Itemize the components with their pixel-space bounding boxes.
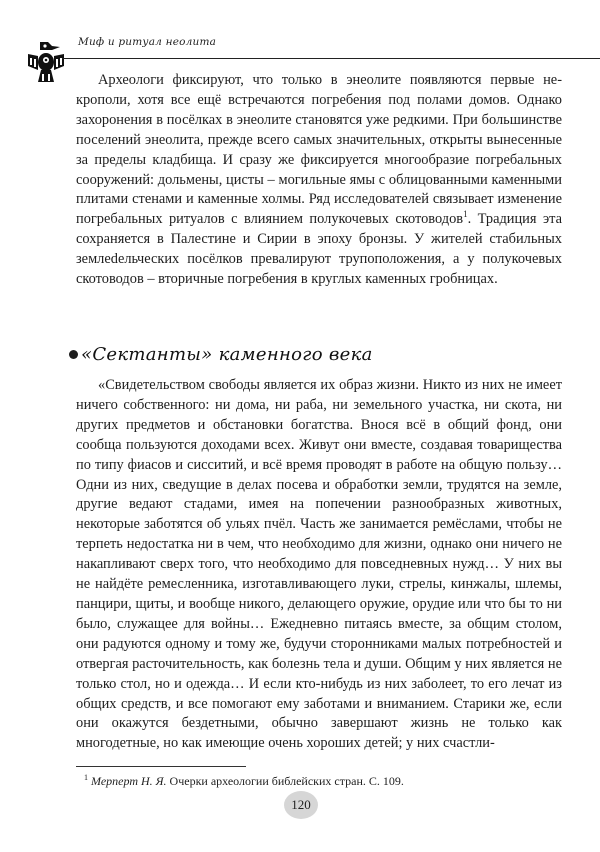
paragraph-text: Археологи фиксируют, что только в энеолите появляются первые некрополи, хотя все ещё встречаются погребения под полами домов. Однако захоронения в посёлках в энеолите становятся уже редкими. При большинстве поселений энеолита, прежде всего самых значительных, открыты вынесенные за пределы кладбища. И сразу же фиксируется многообразие погребальных сооружений: дольмены, цисты – могильные ямы с облицованными каменными плитами стенами и каменные холмы. Ряд исследователей связывает изменение погребальных ритуалов с влиянием полукочевых скотоводов (76, 72, 562, 228)
header-rule (62, 58, 600, 59)
section-title: «Сектанты» каменного века (81, 343, 373, 365)
body-paragraph-2: «Свидетельством свободы является их образ жизни. Никто из них не имеет ничего собственного: ни дома, ни раба, ни земельного участка, ни скота, ни других предметов и обстановки богатства. Внося всё в общий фонд, они сообща пользуются доходами всех. Живут они вместе, создавая товарищества по типу фиасов и сисситий, и всё время проводят в работе на общую пользу… Одни из них, сведущие в делах посева и обработки земли, трудятся на земле, другие ведают стадами, имея на попечении разнообразных животных, некоторые заботятся об ульях пчёл. Часть же занимается ремёслами, чтобы не терпеть недостатка ни в чем, что необходимо для жизни, однако они ничего не накапливают сверх того, что необходимо для повседневных нужд… У них вы не найдёте ремесленника, изготавливающего луки, стрелы, кинжалы, шлемы, панцири, щиты, и вообще никого, делающего оружие, орудие или что бы то ни было, служащее для войны… Ежедневно питаясь вместе, за общим столом, они радуются одному и тому же, будучи сторонниками малых потребностей и отвергая расточительность, как болезнь тела и души. Общим у них является не только стол, но и одежда… И если кто-нибудь из них заболеет, то его лечат из общих средств, и все помогают ему заботами и вниманием. Старики же, если они окажутся бездетными, обычно завершают жизнь не только как многодетные, но как имеющие очень хороших детей; у них счастли- (76, 377, 562, 752)
footnote-text: Очерки археологии библейских стран. С. 109. (166, 774, 404, 788)
bullet-icon (69, 350, 78, 359)
footnote-number: 1 (84, 773, 88, 782)
footnote-author: Мерперт Н. Я. (91, 774, 167, 788)
running-title: Миф и ритуал неолита (78, 36, 217, 48)
body-paragraph-1 (76, 71, 562, 290)
footnote-reference[interactable]: 1 (463, 209, 468, 220)
paragraph-text-continued: . Традиция эта сохраняется в Палестине и Сирии в эпоху бронзы. У жителей стабильных землedельческих посёлков превалируют трупоположения, а у полукочевых скотоводов – вторичные погребения в круглых каменных гробницах. (76, 211, 562, 288)
page-number: 120 (284, 791, 318, 819)
section-heading (69, 341, 373, 367)
footnote (84, 770, 404, 789)
stylized-bird-icon (26, 40, 66, 84)
footnote-divider (76, 766, 246, 767)
